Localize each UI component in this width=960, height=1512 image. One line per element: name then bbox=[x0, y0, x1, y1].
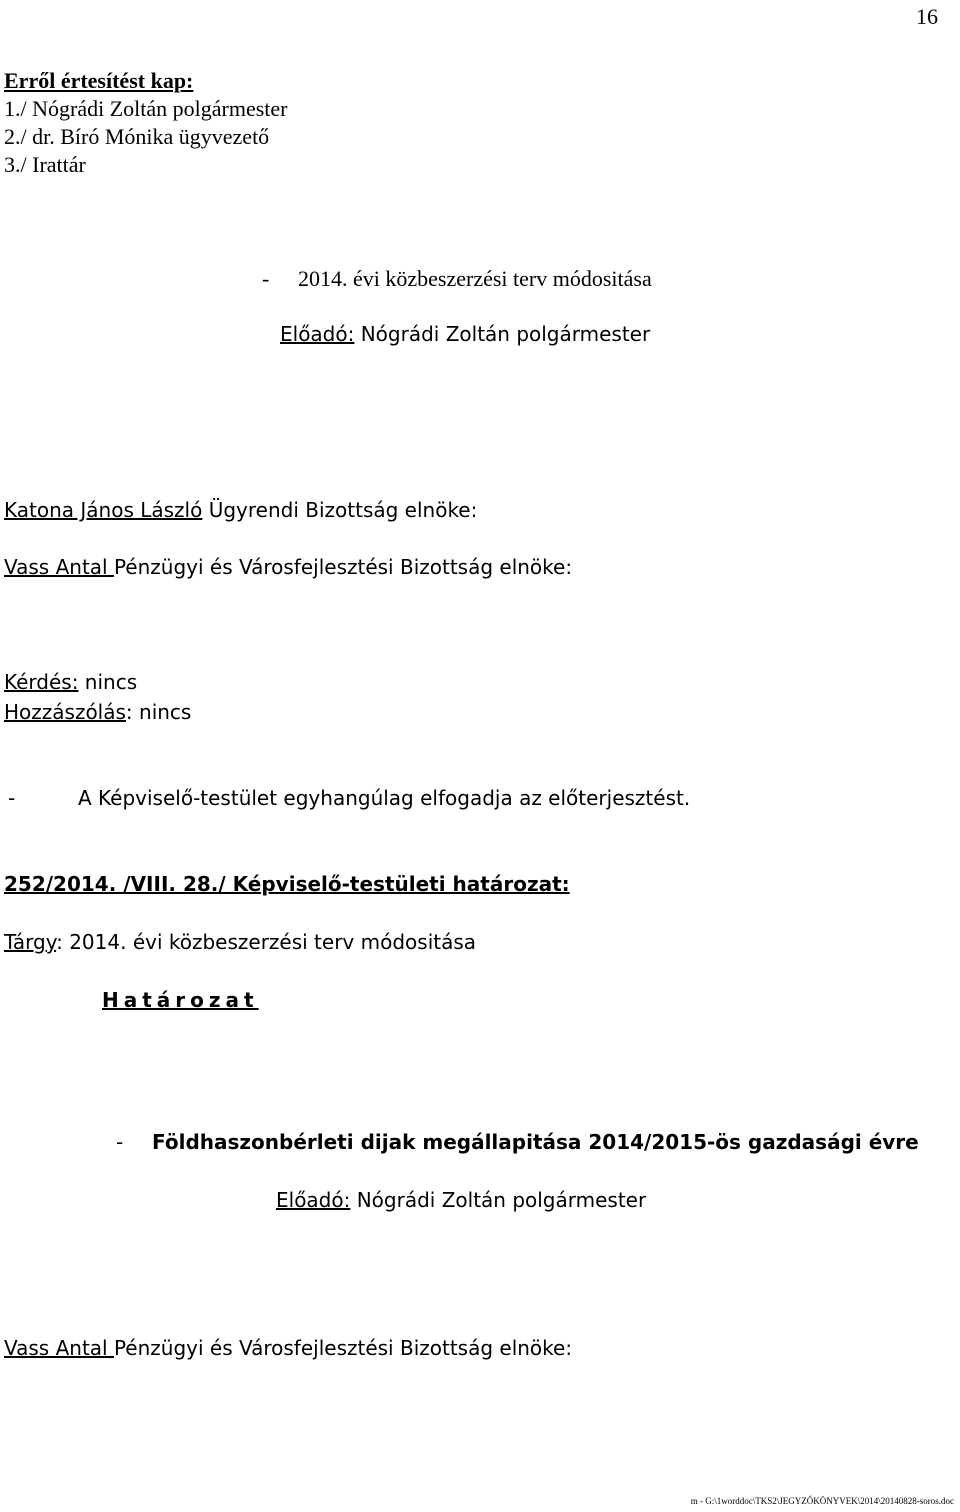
question-label: Kérdés: bbox=[4, 670, 79, 694]
vote-text: A Képviselő-testület egyhangúlag elfogadja az előterjesztést. bbox=[78, 786, 691, 810]
comment-value: : nincs bbox=[125, 700, 192, 724]
presenter2-name: Nógrádi Zoltán polgármester bbox=[350, 1188, 647, 1212]
presenter-label: Előadó: bbox=[280, 322, 355, 346]
notification-heading: Erről értesítést kap: bbox=[4, 68, 194, 93]
recipient-3: 3./ Irattár bbox=[4, 152, 86, 177]
committee2-member-name: Vass Antal bbox=[4, 1336, 114, 1360]
presenter2-label: Előadó: bbox=[276, 1188, 351, 1212]
committee-line-1 bbox=[4, 498, 477, 522]
agenda2-dash: - bbox=[116, 1130, 124, 1154]
recipient-2: 2./ dr. Bíró Mónika ügyvezető bbox=[4, 124, 270, 149]
agenda-title: 2014. évi közbeszerzési terv módositása bbox=[298, 266, 652, 291]
committee2-line bbox=[4, 1336, 572, 1360]
committee-member-name: Katona János László bbox=[4, 498, 203, 522]
decision-heading: Határozat bbox=[102, 988, 259, 1012]
presenter2-line bbox=[276, 1188, 646, 1212]
committee-role: Pénzügyi és Városfejlesztési Bizottság elnöke: bbox=[113, 555, 573, 579]
subject-line bbox=[4, 930, 476, 954]
agenda-dash: - bbox=[262, 266, 270, 291]
committee-member-name: Vass Antal bbox=[4, 555, 114, 579]
recipient-1: 1./ Nógrádi Zoltán polgármester bbox=[4, 96, 288, 121]
subject-label: Tárgy bbox=[4, 930, 57, 954]
presenter-name: Nógrádi Zoltán polgármester bbox=[354, 322, 651, 346]
committee-role: Ügyrendi Bizottság elnöke: bbox=[202, 498, 478, 522]
comment-line bbox=[4, 700, 191, 724]
committee2-role: Pénzügyi és Városfejlesztési Bizottság elnöke: bbox=[113, 1336, 573, 1360]
vote-dash: - bbox=[8, 786, 16, 810]
resolution-heading: 252/2014. /VIII. 28./ Képviselő-testületi határozat: bbox=[4, 872, 570, 896]
footer-file-path: m - G:\1worddoc\TKS2\JEGYZŐKÖNYVEK\2014\20140828-soros.doc bbox=[690, 1496, 954, 1506]
page-number: 16 bbox=[916, 4, 938, 29]
committee-line-2 bbox=[4, 555, 572, 579]
subject-value: : 2014. évi közbeszerzési terv módositása bbox=[56, 930, 477, 954]
comment-label: Hozzászólás bbox=[4, 700, 126, 724]
question-line bbox=[4, 670, 137, 694]
agenda2-title: Földhaszonbérleti dijak megállapitása 2014/2015-ös gazdasági évre bbox=[152, 1130, 919, 1154]
question-value: nincs bbox=[78, 670, 138, 694]
presenter-line bbox=[280, 322, 650, 346]
